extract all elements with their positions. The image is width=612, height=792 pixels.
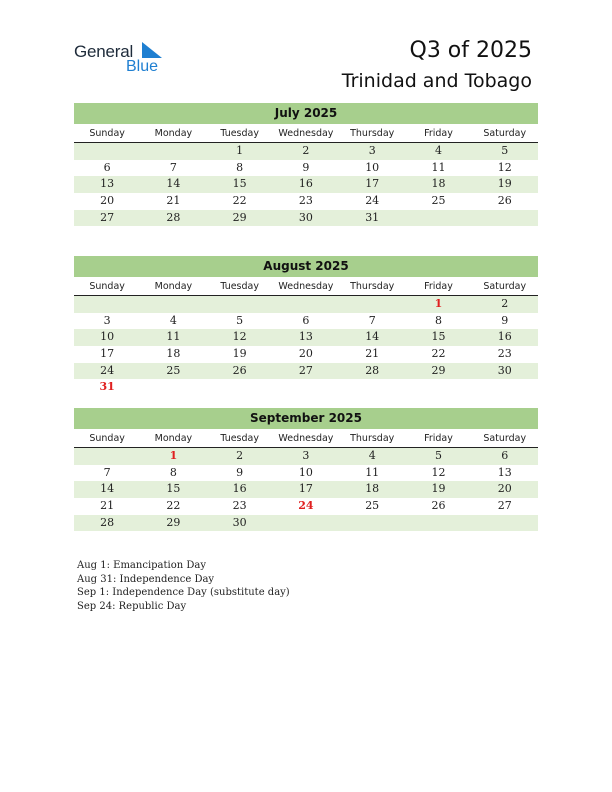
holiday-date-cell: 1 <box>169 449 178 462</box>
date-cell <box>207 379 273 396</box>
date-cell: 22 <box>232 194 247 208</box>
date-cell: 14 <box>166 177 181 191</box>
date-cell: 19 <box>431 482 446 496</box>
date-cell <box>405 210 471 227</box>
date-cell: 11 <box>166 330 181 344</box>
weekday-label: Friday <box>424 281 453 292</box>
week-row <box>74 176 538 193</box>
month-title: July 2025 <box>74 103 538 124</box>
date-cell: 6 <box>302 313 310 327</box>
date-cell: 7 <box>368 313 376 327</box>
weekday-label: Wednesday <box>278 128 334 139</box>
date-cell: 25 <box>431 194 446 208</box>
weekday-label: Tuesday <box>220 281 259 292</box>
date-cell: 27 <box>497 499 512 513</box>
holiday-note: Aug 1: Emancipation Day <box>77 560 206 571</box>
weekday-label: Saturday <box>483 281 527 292</box>
date-cell: 5 <box>434 449 442 462</box>
week-row <box>74 193 538 210</box>
week-row <box>74 210 538 227</box>
month-block <box>74 256 538 396</box>
date-cell: 21 <box>166 194 181 208</box>
date-cell: 19 <box>497 177 512 191</box>
date-cell: 11 <box>365 465 380 479</box>
date-cell: 9 <box>236 465 244 479</box>
weekday-label: Monday <box>154 281 193 292</box>
date-cell: 14 <box>100 482 115 496</box>
date-cell <box>140 143 206 160</box>
week-row <box>74 296 538 313</box>
date-cell: 28 <box>100 515 115 529</box>
holiday-note: Aug 31: Independence Day <box>77 573 215 585</box>
weekday-label: Thursday <box>350 433 395 444</box>
date-cell <box>207 296 273 313</box>
date-cell: 2 <box>302 144 310 157</box>
logo-blue-text: Blue <box>126 58 159 75</box>
week-row <box>74 379 538 396</box>
weekday-label: Thursday <box>350 281 395 292</box>
date-cell: 18 <box>431 177 446 191</box>
date-cell <box>472 515 538 532</box>
date-cell <box>472 379 538 396</box>
weekday-label: Wednesday <box>278 433 334 444</box>
date-cell: 21 <box>100 499 115 513</box>
month-title: August 2025 <box>74 256 538 277</box>
date-cell: 19 <box>232 347 247 361</box>
date-cell: 17 <box>298 482 313 496</box>
weekday-label: Sunday <box>89 281 125 292</box>
weekday-label: Monday <box>154 128 193 139</box>
date-cell: 15 <box>232 177 247 191</box>
date-cell <box>273 296 339 313</box>
week-row <box>74 448 538 465</box>
week-row <box>74 481 538 498</box>
date-cell <box>273 515 339 532</box>
date-cell: 15 <box>166 482 181 496</box>
date-cell <box>339 515 405 532</box>
date-cell: 22 <box>166 499 181 513</box>
week-row <box>74 498 538 515</box>
weekday-label: Monday <box>154 433 193 444</box>
date-cell: 2 <box>501 297 509 310</box>
holiday-note: Sep 1: Independence Day (substitute day) <box>77 587 290 598</box>
date-cell: 18 <box>365 482 380 496</box>
date-cell: 29 <box>431 363 446 377</box>
week-row <box>74 465 538 482</box>
date-cell <box>273 379 339 396</box>
week-row <box>74 313 538 330</box>
date-cell: 4 <box>368 449 376 462</box>
date-cell: 8 <box>434 313 442 327</box>
date-cell: 17 <box>100 347 115 361</box>
date-cell: 13 <box>497 465 512 479</box>
logo-triangle-icon <box>142 42 162 58</box>
date-cell: 24 <box>100 363 115 377</box>
date-cell: 6 <box>501 449 509 462</box>
country-name: Trinidad and Tobago <box>341 70 532 92</box>
month-title: September 2025 <box>74 408 538 429</box>
date-cell: 22 <box>431 347 446 361</box>
month-block <box>74 408 538 531</box>
weekday-label: Saturday <box>483 433 527 444</box>
date-cell: 8 <box>236 160 244 174</box>
date-cell: 31 <box>365 210 380 224</box>
date-cell: 30 <box>232 515 247 529</box>
date-cell: 13 <box>100 177 115 191</box>
date-cell: 15 <box>431 330 446 344</box>
date-cell <box>339 296 405 313</box>
weekday-header-row <box>74 430 538 448</box>
date-cell: 3 <box>103 313 111 327</box>
date-cell: 16 <box>497 330 512 344</box>
date-cell: 16 <box>232 482 247 496</box>
date-cell <box>472 210 538 227</box>
date-cell: 10 <box>100 330 115 344</box>
date-cell: 10 <box>365 160 380 174</box>
date-cell: 21 <box>365 347 380 361</box>
page-title: Q3 of 2025 <box>409 38 532 63</box>
date-cell: 4 <box>434 144 442 157</box>
date-cell: 25 <box>365 499 380 513</box>
holiday-date-cell: 31 <box>99 380 115 394</box>
logo <box>74 42 174 76</box>
date-cell: 4 <box>169 313 177 327</box>
weekday-label: Wednesday <box>278 281 334 292</box>
date-cell <box>140 296 206 313</box>
holiday-date-cell: 1 <box>434 297 443 310</box>
date-cell: 27 <box>100 210 115 224</box>
date-cell <box>74 448 140 465</box>
date-cell: 7 <box>103 465 111 479</box>
week-row <box>74 160 538 177</box>
date-cell: 11 <box>431 160 446 174</box>
weekday-header-row <box>74 125 538 143</box>
date-cell <box>405 379 471 396</box>
date-cell <box>339 379 405 396</box>
date-cell: 20 <box>298 347 313 361</box>
weekday-label: Friday <box>424 128 453 139</box>
weekday-header-row <box>74 278 538 296</box>
date-cell: 26 <box>232 363 247 377</box>
weekday-label: Sunday <box>89 433 125 444</box>
date-cell: 23 <box>497 347 512 361</box>
date-cell <box>140 379 206 396</box>
date-cell: 20 <box>497 482 512 496</box>
weekday-label: Tuesday <box>220 128 259 139</box>
week-row <box>74 346 538 363</box>
date-cell: 25 <box>166 363 181 377</box>
weekday-label: Saturday <box>483 128 527 139</box>
date-cell: 12 <box>497 160 512 174</box>
date-cell: 13 <box>298 330 313 344</box>
date-cell: 18 <box>166 347 181 361</box>
date-cell: 7 <box>169 160 177 174</box>
weekday-label: Sunday <box>89 128 125 139</box>
date-cell: 5 <box>236 313 244 327</box>
date-cell: 9 <box>501 313 509 327</box>
month-block <box>74 103 538 226</box>
week-row <box>74 363 538 380</box>
date-cell: 2 <box>236 449 244 462</box>
date-cell: 12 <box>431 465 446 479</box>
week-row <box>74 143 538 160</box>
date-cell: 20 <box>100 194 115 208</box>
date-cell: 9 <box>302 160 310 174</box>
weekday-label: Thursday <box>350 128 395 139</box>
date-cell: 8 <box>169 465 177 479</box>
date-cell: 5 <box>501 144 509 157</box>
date-cell <box>74 143 140 160</box>
date-cell: 30 <box>298 210 313 224</box>
date-cell: 28 <box>166 210 181 224</box>
date-cell <box>74 296 140 313</box>
date-cell: 14 <box>365 330 380 344</box>
date-cell: 26 <box>431 499 446 513</box>
date-cell: 26 <box>497 194 512 208</box>
date-cell: 24 <box>365 194 380 208</box>
weekday-label: Friday <box>424 433 453 444</box>
date-cell: 12 <box>232 330 247 344</box>
holiday-notes <box>77 559 290 613</box>
week-row <box>74 329 538 346</box>
date-cell: 29 <box>232 210 247 224</box>
date-cell: 29 <box>166 515 181 529</box>
date-cell: 30 <box>497 363 512 377</box>
date-cell: 10 <box>298 465 313 479</box>
date-cell: 28 <box>365 363 380 377</box>
date-cell: 3 <box>368 144 376 157</box>
weekday-label: Tuesday <box>220 433 259 444</box>
date-cell: 17 <box>365 177 380 191</box>
date-cell: 16 <box>298 177 313 191</box>
date-cell: 1 <box>236 144 244 157</box>
date-cell: 3 <box>302 449 310 462</box>
date-cell: 23 <box>298 194 313 208</box>
date-cell: 23 <box>232 499 247 513</box>
date-cell: 6 <box>103 160 111 174</box>
logo-general-text: General <box>74 42 134 61</box>
holiday-date-cell: 24 <box>298 499 314 513</box>
holiday-note: Sep 24: Republic Day <box>77 600 187 612</box>
date-cell <box>405 515 471 532</box>
date-cell: 27 <box>298 363 313 377</box>
week-row <box>74 515 538 532</box>
